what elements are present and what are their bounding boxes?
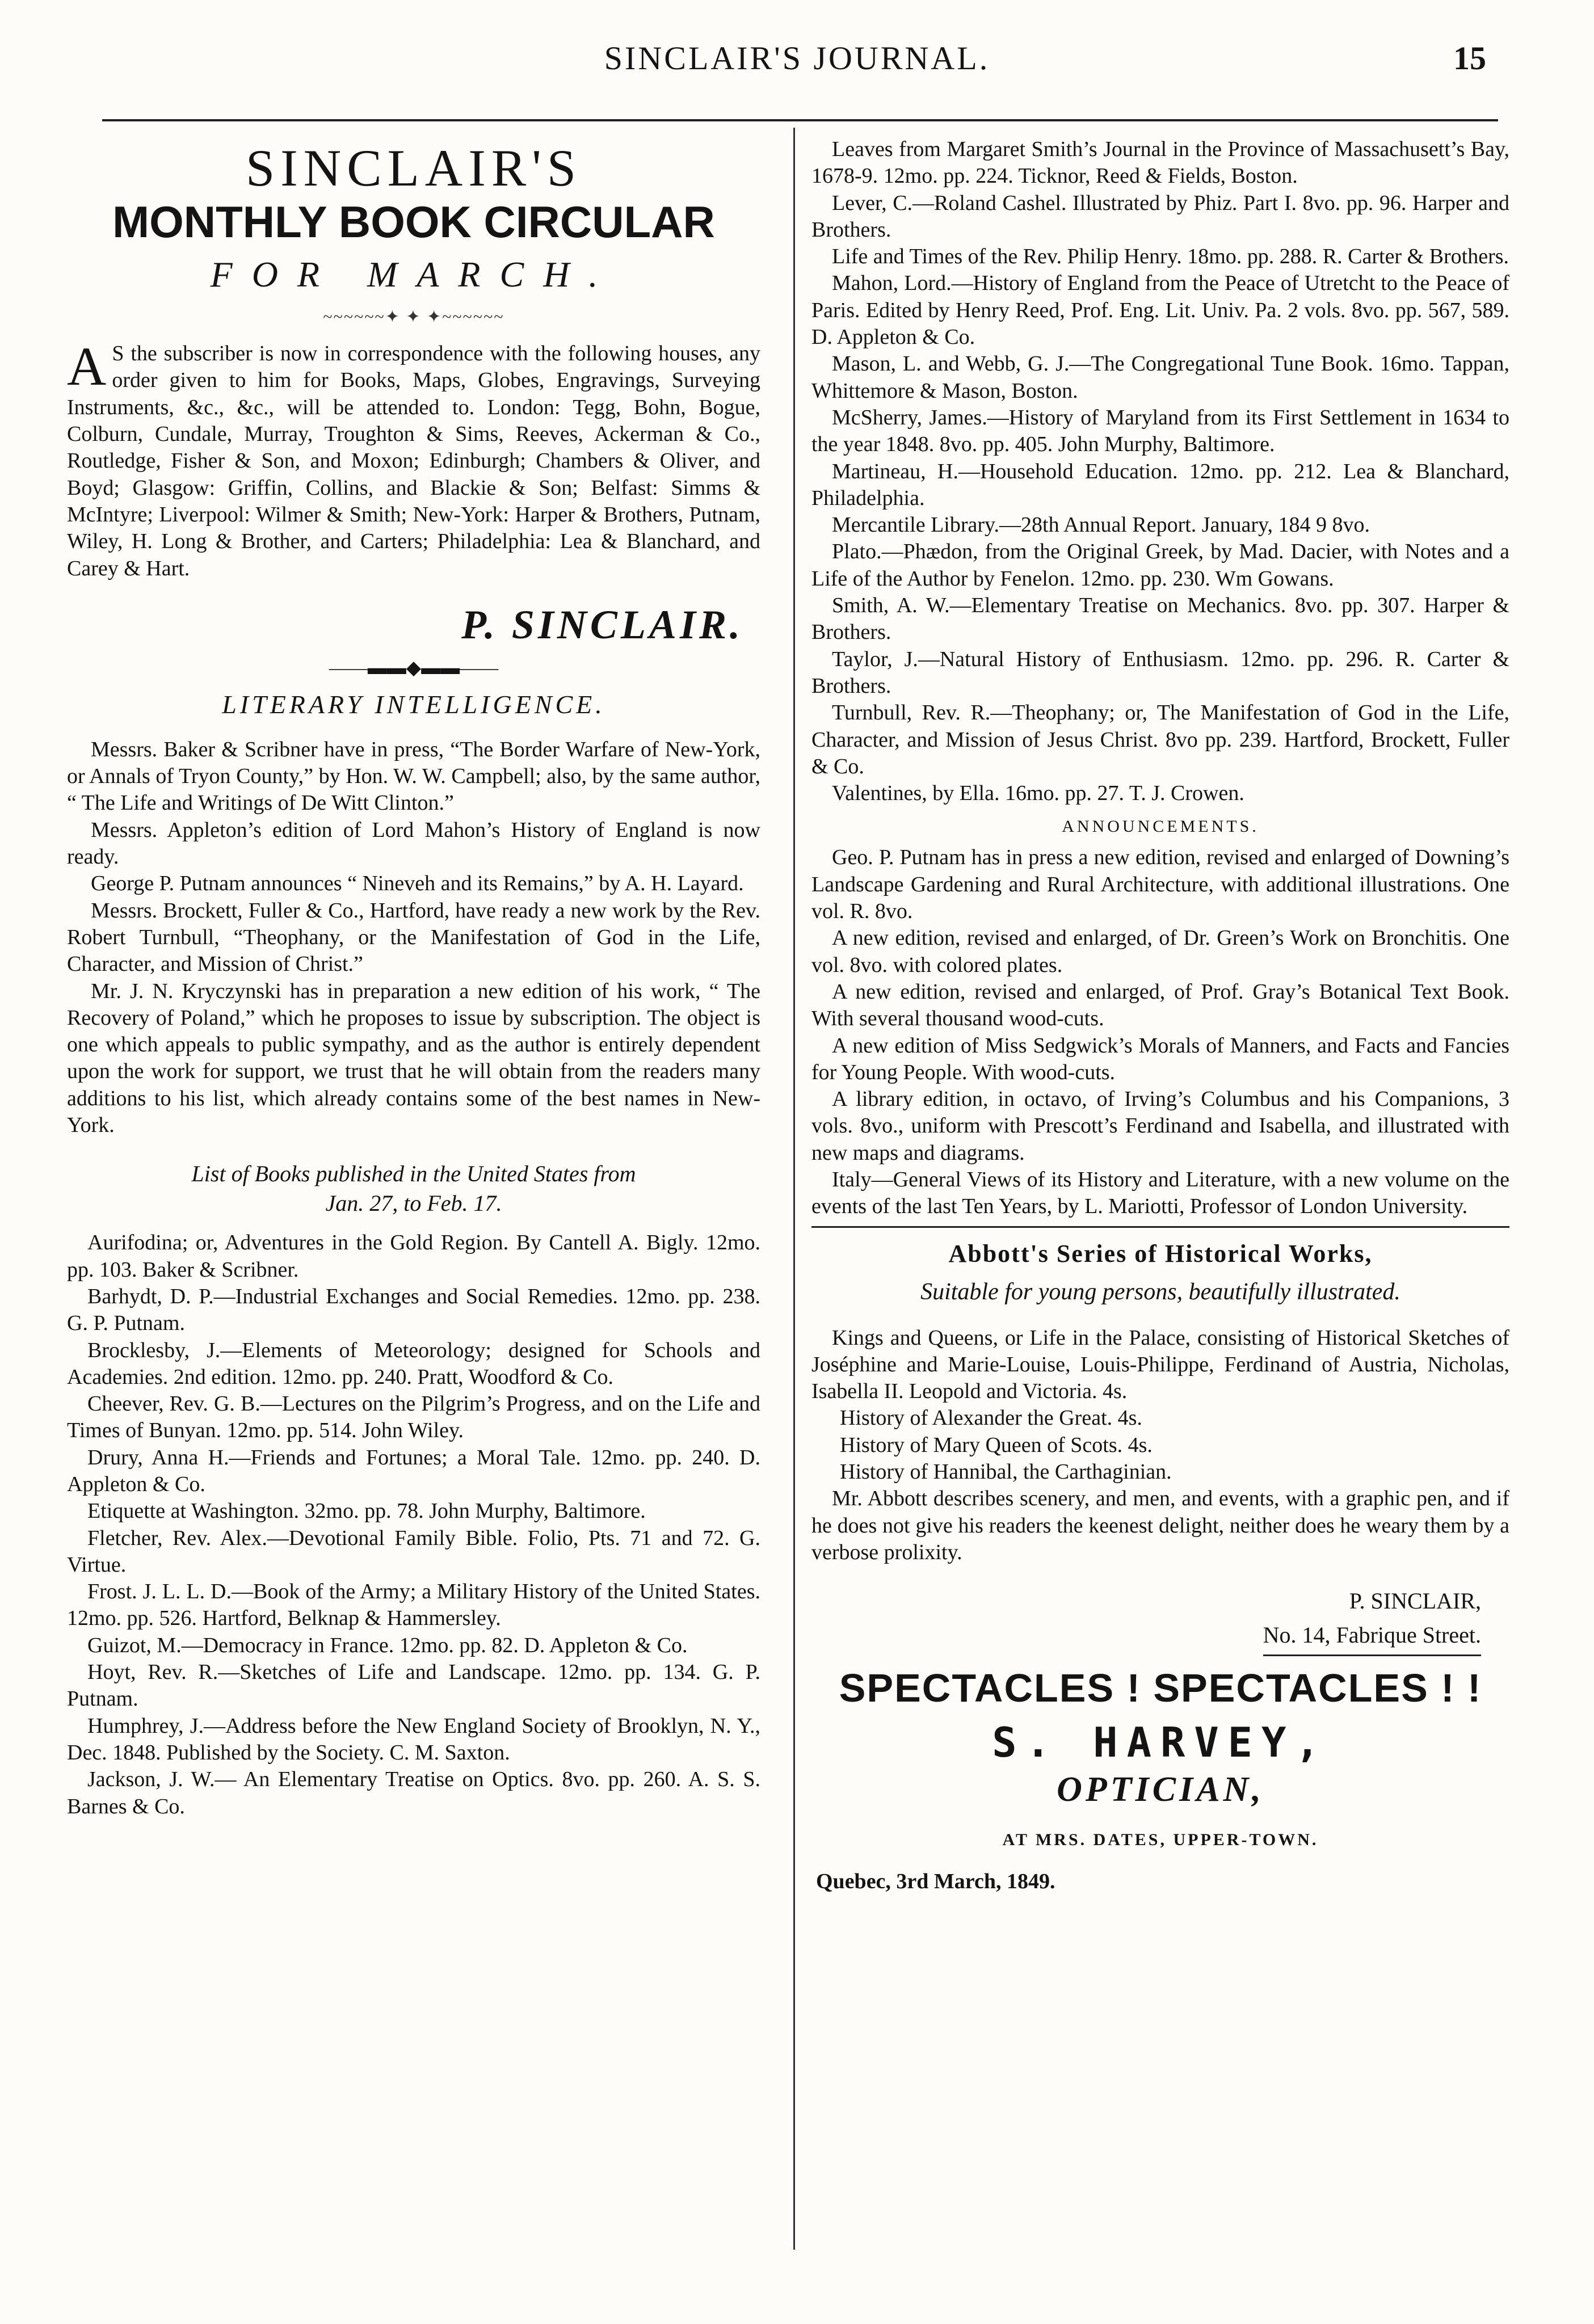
literary-section <box>67 736 760 1139</box>
announcement-item: A library edition, in octavo, of Irving’s Columbus and his Companions, 3 vols. 8vo., uniform with Prescott’s Ferdinand and Isabella, and illustrated with new maps and diagrams. <box>811 1087 1509 1165</box>
announcement-item: A new edition, revised and enlarged, of Dr. Green’s Work on Bronchitis. One vol. 8vo. with colored plates. <box>811 926 1509 977</box>
left-column <box>67 136 760 1820</box>
abbott-list <box>811 1325 1509 1567</box>
abbott-item: History of Hannibal, the Carthaginian. <box>840 1460 1172 1484</box>
book-entry: Fletcher, Rev. Alex.—Devotional Family Bible. Folio, Pts. 71 and 72. G. Virtue. <box>67 1526 760 1577</box>
abbott-title: Abbott's Series of Historical Works, <box>948 1239 1373 1268</box>
book-entry: Smith, A. W.—Elementary Treatise on Mechanics. 8vo. pp. 307. Harper & Brothers. <box>811 593 1509 645</box>
circular-signature: P. SINCLAIR. <box>461 601 743 647</box>
signoff-name: P. SINCLAIR, <box>1349 1588 1481 1614</box>
circular-paragraph: AS the subscriber is now in correspondence with the following houses, any order given to him for Books, Maps, Globes, Engravings, Surveying Instruments, &c., &c., will be attended to. London: Tegg, Bohn, Bogue, Colburn, Cundale, Murray, Troughton & Sims, Reeves, Ackerman & Co., Routledge, Fisher & Son, and Moxon; Edinburgh; Chambers & Oliver, and Boyd; Glasgow: Griffin, Collins, and Blackie & Son; Belfast: Simms & McIntyre; Liverpool: Wilmer & Smith; New-York: Harper & Brothers, Putnam, Wiley, H. Long & Brother, and Carters; Philadelphia: Lea & Blanchard, and Carey & Hart. <box>67 336 760 580</box>
journal-title: SINCLAIR'S JOURNAL. <box>604 40 990 77</box>
abbott-signoff <box>811 1584 1481 1656</box>
literary-heading: LITERARY INTELLIGENCE. <box>222 689 605 719</box>
announcement-item: Italy—General Views of its History and Literature, with a new volume on the events of the last Ten Years, by L. Mariotti, Professor of London University. <box>811 1167 1509 1219</box>
book-entry: Frost. J. L. L. D.—Book of the Army; a Military History of the United States. 12mo. pp. 526. Hartford, Belknap & Hammersley. <box>67 1580 760 1631</box>
optician-trade: OPTICIAN, <box>1057 1770 1264 1809</box>
book-entry: Life and Times of the Rev. Philip Henry. 18mo. pp. 288. R. Carter & Brothers. <box>832 245 1509 269</box>
header-rule <box>102 119 1498 121</box>
book-entry: Martineau, H.—Household Education. 12mo. pp. 212. Lea & Blanchard, Philadelphia. <box>811 459 1509 510</box>
optician-name: S. HARVEY, <box>992 1719 1329 1767</box>
book-list-heading <box>67 1159 760 1218</box>
announcements-heading: ANNOUNCEMENTS. <box>1062 817 1259 836</box>
optician-dateline: Quebec, 3rd March, 1849. <box>816 1870 1055 1894</box>
book-entry: Taylor, J.—Natural History of Enthusiasm. 12mo. pp. 296. R. Carter & Brothers. <box>811 647 1509 698</box>
circular-body <box>67 336 760 582</box>
book-list-right <box>811 136 1509 807</box>
ornament-divider-2: ——▬▬◆▬▬—— <box>329 657 499 679</box>
book-entry: Cheever, Rev. G. B.—Lectures on the Pilgrim’s Progress, and on the Life and Times of Bunyan. 12mo. pp. 514. John Wiley. <box>67 1392 760 1443</box>
book-entry: McSherry, James.—History of Maryland from its First Settlement in 1634 to the year 1848. 8vo. pp. 405. John Murphy, Baltimore. <box>811 405 1509 457</box>
literary-paragraph: Messrs. Brockett, Fuller & Co., Hartford, have ready a new work by the Rev. Robert Turnbull, “Theophany, or the Manifestation of God in the Life, Character, and Mission of Christ.” <box>67 898 760 976</box>
section-rule <box>811 1226 1509 1228</box>
book-entry: Mahon, Lord.—History of England from the Peace of Utretcht to the Peace of Paris. Edited by Henry Reed, Prof. Eng. Lit. Univ. Pa. 2 vols. 8vo. pp. 567, 589. D. Appleton & Co. <box>811 271 1509 350</box>
book-entry: Lever, C.—Roland Cashel. Illustrated by Phiz. Part I. 8vo. pp. 96. Harper and Brothers. <box>811 191 1509 242</box>
page-number: 15 <box>1453 40 1486 77</box>
book-list-heading-line2: Jan. 27, to Feb. 17. <box>325 1190 502 1216</box>
book-entry: Humphrey, J.—Address before the New England Society of Brooklyn, N. Y., Dec. 1848. Published by the Society. C. M. Saxton. <box>67 1713 760 1765</box>
book-entry: Jackson, J. W.— An Elementary Treatise on Optics. 8vo. pp. 260. A. S. S. Barnes & Co. <box>67 1767 760 1818</box>
signoff-address: No. 14, Fabrique Street. <box>1263 1618 1481 1656</box>
optician-address: AT MRS. DATES, UPPER-TOWN. <box>1002 1830 1319 1850</box>
book-entry: Leaves from Margaret Smith’s Journal in the Province of Massachusett’s Bay, 1678-9. 12mo. pp. 224. Ticknor, Reed & Fields, Boston. <box>811 137 1509 188</box>
announcement-item: Geo. P. Putnam has in press a new edition, revised and enlarged of Downing’s Landscape Gardening and Rural Architecture, with additional illustrations. One vol. R. 8vo. <box>811 845 1509 924</box>
book-entry: Aurifodina; or, Adventures in the Gold Region. By Cantell A. Bigly. 12mo. pp. 103. Baker & Scribner. <box>67 1231 760 1282</box>
book-entry: Plato.—Phædon, from the Original Greek, by Mad. Dacier, with Notes and a Life of the Author by Fenelon. 12mo. pp. 230. Wm Gowans. <box>811 540 1509 591</box>
literary-paragraph: Mr. J. N. Kryczynski has in preparation a new edition of his work, “ The Recovery of Poland,” which he proposes to issue by subscription. The object is one which appeals to public sympathy, and as the author is entirely dependent upon the work for support, we trust that he will obtain from the readers many additions to his list, which already contains some of the best names in New-York. <box>67 979 760 1138</box>
circular-title: SINCLAIR'S <box>246 139 582 197</box>
book-entry: Guizot, M.—Democracy in France. 12mo. pp. 82. D. Appleton & Co. <box>87 1633 688 1657</box>
book-entry: Valentines, by Ella. 16mo. pp. 27. T. J. Crowen. <box>832 781 1244 806</box>
announcement-item: A new edition of Miss Sedgwick’s Morals of Manners, and Facts and Fancies for Young People. With wood-cuts. <box>811 1033 1509 1084</box>
literary-paragraph: Messrs. Baker & Scribner have in press, “The Border Warfare of New-York, or Annals of Tryon County,” by Hon. W. W. Campbell; also, by the same author, “ The Life and Writings of De Witt Clinton.” <box>67 737 760 815</box>
running-header <box>0 33 1594 84</box>
book-entry: Mercantile Library.—28th Annual Report. January, 184 9 8vo. <box>832 513 1370 537</box>
abbott-subtitle: Suitable for young persons, beautifully illustrated. <box>920 1278 1400 1305</box>
circular-month: FOR MARCH. <box>210 254 617 295</box>
abbott-item: History of Alexander the Great. 4s. <box>840 1406 1142 1430</box>
abbott-item: History of Mary Queen of Scots. 4s. <box>840 1433 1153 1457</box>
literary-paragraph: Messrs. Appleton’s edition of Lord Mahon’s History of England is now ready. <box>67 818 760 869</box>
book-entry: Hoyt, Rev. R.—Sketches of Life and Landscape. 12mo. pp. 134. G. P. Putnam. <box>67 1660 760 1711</box>
column-divider <box>793 128 795 2250</box>
book-entry: Brocklesby, J.—Elements of Meteorology; designed for Schools and Academies. 2nd edition. 12mo. pp. 240. Pratt, Woodford & Co. <box>67 1338 760 1389</box>
abbott-lead: Kings and Queens, or Life in the Palace, consisting of Historical Sketches of Joséphine and Marie-Louise, Louis-Philippe, Ferdinand of Austria, Nicholas, Isabella II. Leopold and Victoria. 4s. <box>811 1325 1509 1404</box>
announcement-item: A new edition, revised and enlarged, of Prof. Gray’s Botanical Text Book. With several thousand wood-cuts. <box>811 979 1509 1031</box>
ornament-divider: ~~~~~~✦ ✦ ✦~~~~~~ <box>323 308 504 327</box>
book-entry: Mason, L. and Webb, G. J.—The Congregational Tune Book. 16mo. Tappan, Whittemore & Mason, Boston. <box>811 352 1509 403</box>
literary-paragraph: George P. Putnam announces “ Nineveh and its Remains,” by A. H. Layard. <box>91 872 744 896</box>
announcements-list <box>811 844 1509 1220</box>
book-entry: Etiquette at Washington. 32mo. pp. 78. John Murphy, Baltimore. <box>87 1499 646 1523</box>
book-list-heading-line1: List of Books published in the United States from <box>191 1161 636 1187</box>
book-entry: Barhydt, D. P.—Industrial Exchanges and Social Remedies. 12mo. pp. 238. G. P. Putnam. <box>67 1284 760 1336</box>
right-column <box>811 136 1509 1894</box>
abbott-note: Mr. Abbott describes scenery, and men, and events, with a graphic pen, and if he does not give his readers the keenest delight, neither does he weary them by a verbose prolixity. <box>811 1487 1509 1564</box>
spectacles-headline: SPECTACLES ! SPECTACLES ! ! <box>839 1666 1482 1711</box>
book-list-left <box>67 1230 760 1820</box>
book-entry: Drury, Anna H.—Friends and Fortunes; a Moral Tale. 12mo. pp. 240. D. Appleton & Co. <box>67 1445 760 1496</box>
book-entry: Turnbull, Rev. R.—Theophany; or, The Manifestation of God in the Life, Character, and Mission of Jesus Christ. 8vo pp. 239. Hartford, Brockett, Fuller & Co. <box>811 701 1509 778</box>
circular-subtitle: MONTHLY BOOK CIRCULAR <box>112 196 715 247</box>
